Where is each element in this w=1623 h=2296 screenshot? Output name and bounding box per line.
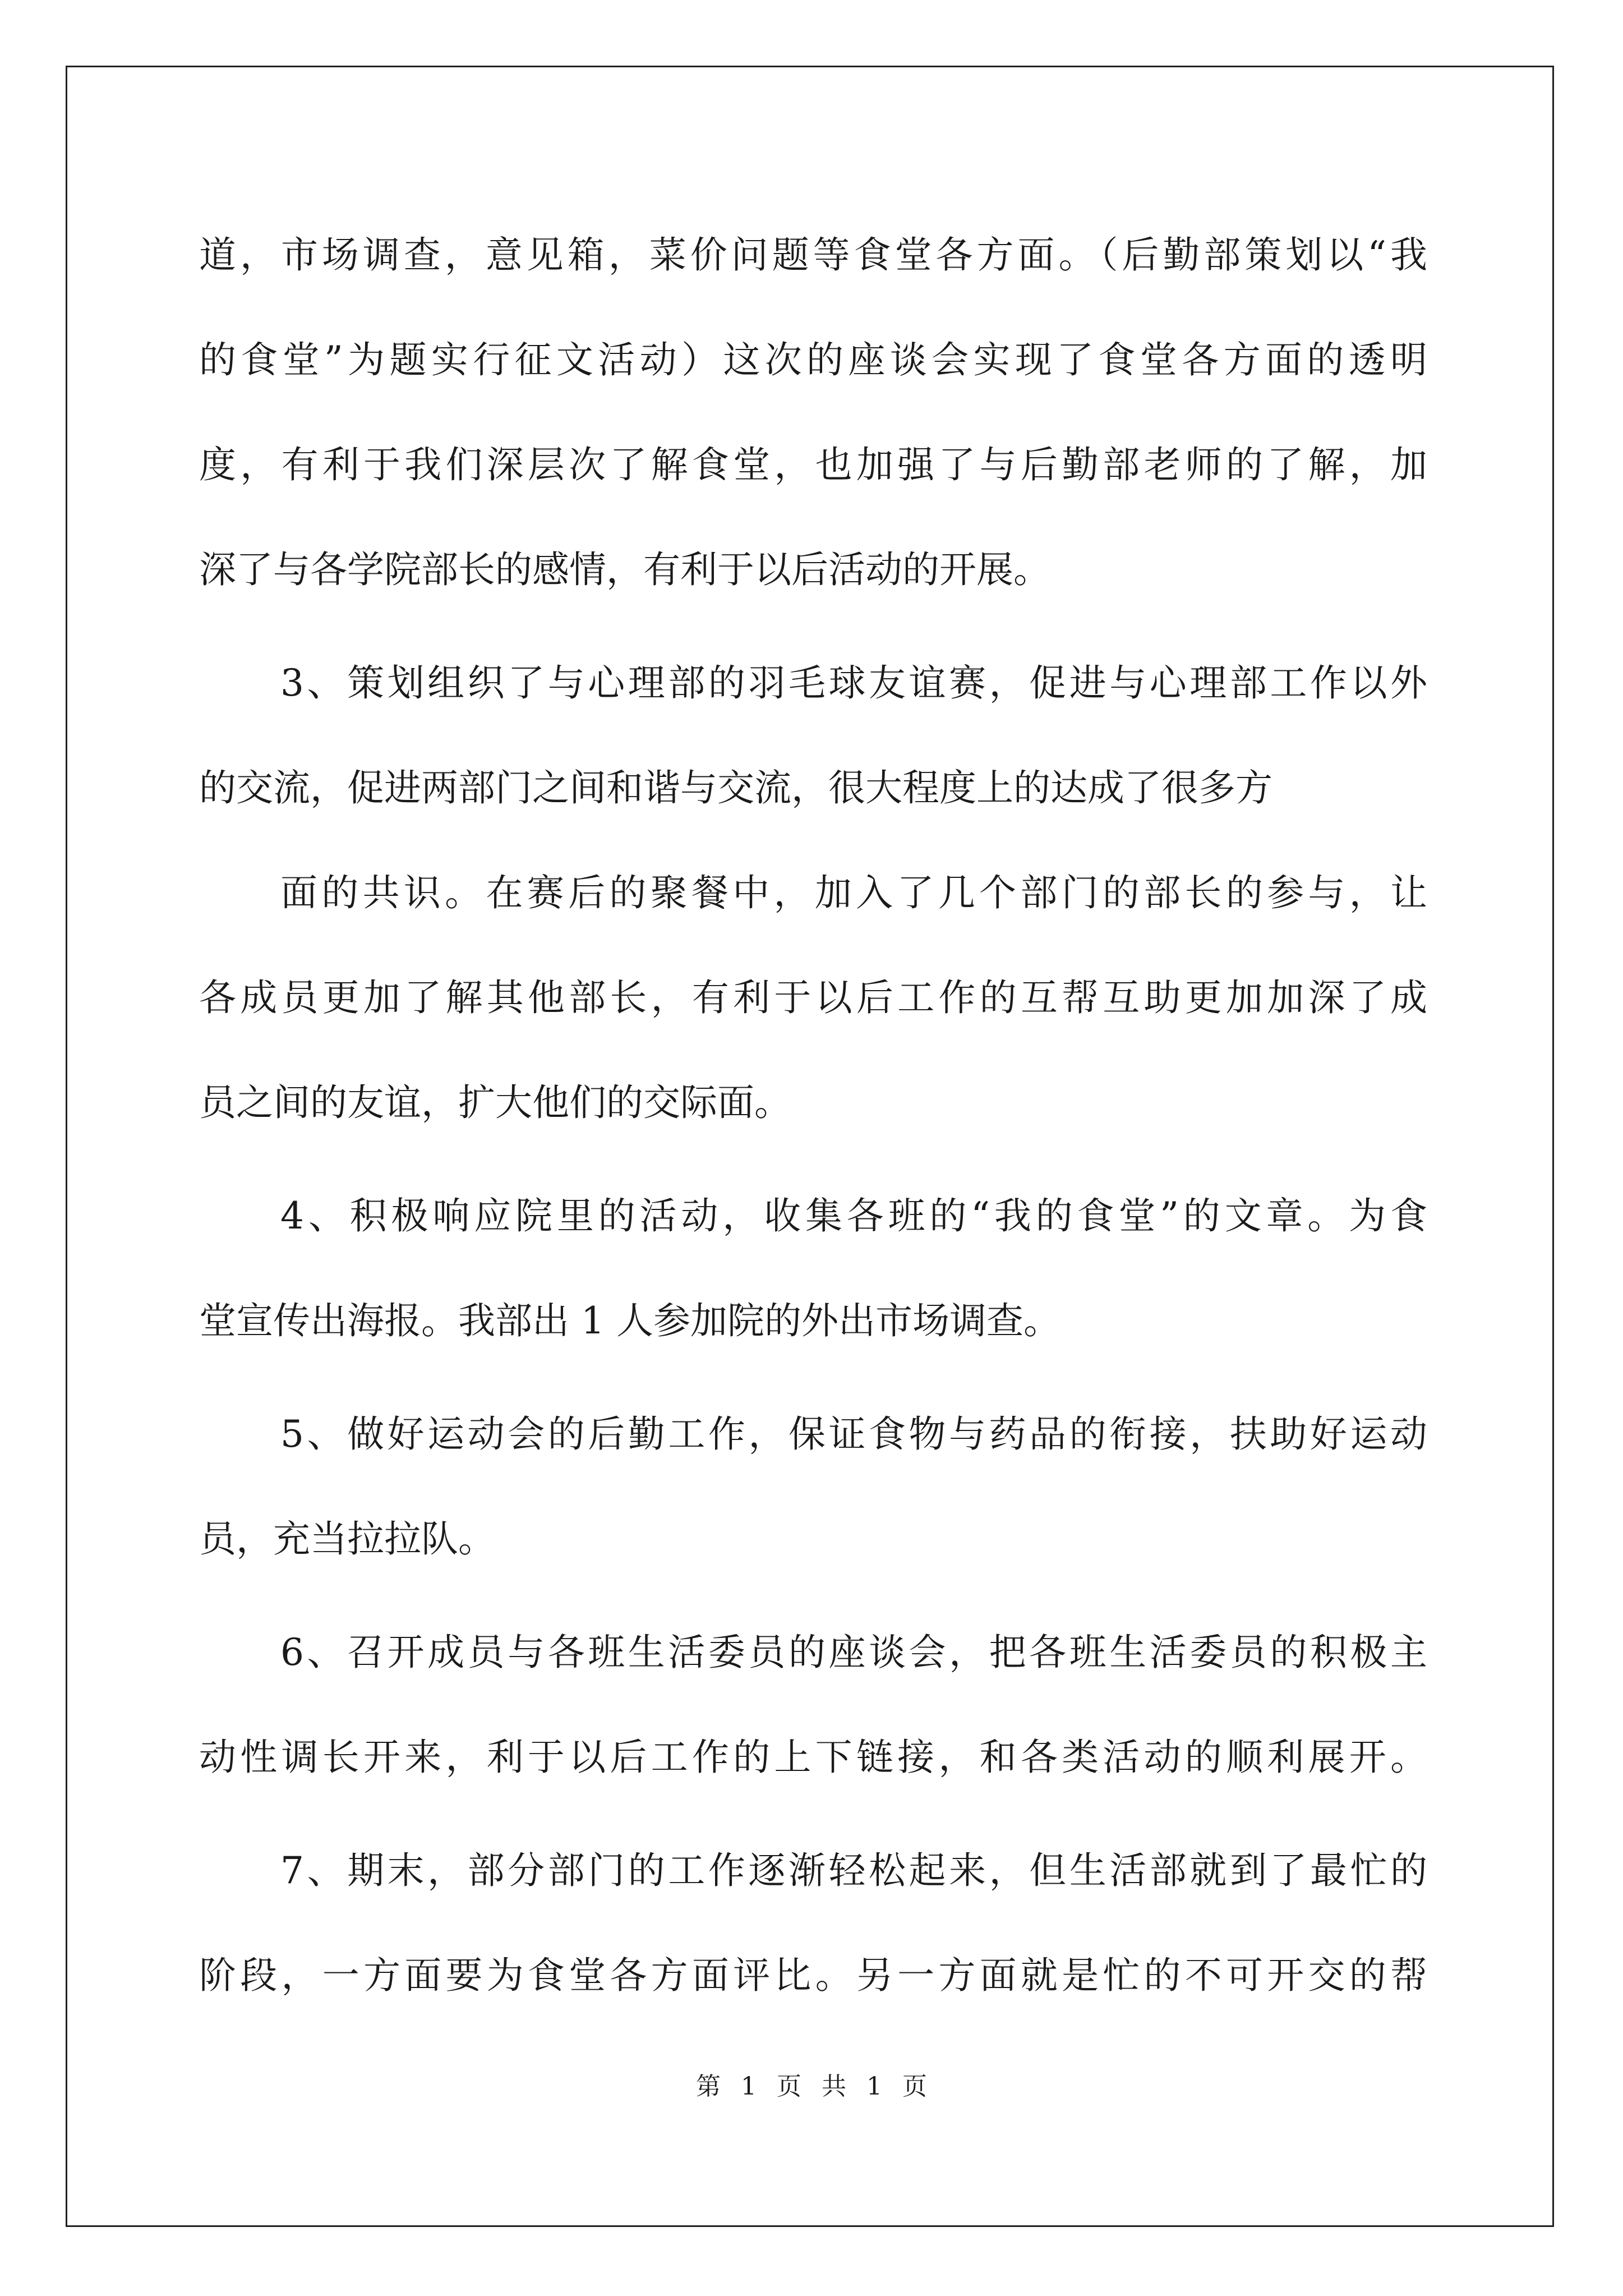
text-line-1: 道，市场调查，意见箱，菜价问题等食堂各方面。（后勤部策划以“我	[199, 233, 1427, 277]
text-line-2: 的食堂”为题实行征文活动）这次的座谈会实现了食堂各方面的透明	[199, 338, 1427, 381]
text-line-15: 动性调长开来，利于以后工作的上下链接，和各类活动的顺利展开。	[199, 1736, 1427, 1779]
text-line-7: 面的共识。在赛后的聚餐中，加入了几个部门的部长的参与，让	[280, 871, 1427, 914]
text-line-11: 堂宣传出海报。我部出 1 人参加院的外出市场调查。	[199, 1299, 1061, 1342]
page-footer: 第 1 页 共 1 页	[696, 2072, 927, 2101]
text-line-17: 阶段，一方面要为食堂各方面评比。另一方面就是忙的不可开交的帮	[199, 1954, 1427, 1997]
text-line-4: 深了与各学院部长的感情，有利于以后活动的开展。	[199, 548, 1050, 591]
text-line-6: 的交流，促进两部门之间和谐与交流，很大程度上的达成了很多方	[199, 766, 1272, 809]
text-line-12: 5、做好运动会的后勤工作，保证食物与药品的衔接，扶助好运动	[280, 1412, 1427, 1456]
text-line-16: 7、期末，部分部门的工作逐渐轻松起来，但生活部就到了最忙的	[280, 1849, 1427, 1892]
text-line-5: 3、策划组织了与心理部的羽毛球友谊赛，促进与心理部工作以外	[280, 661, 1427, 705]
text-line-3: 度，有利于我们深层次了解食堂，也加强了与后勤部老师的了解，加	[199, 443, 1427, 486]
text-line-14: 6、召开成员与各班生活委员的座谈会，把各班生活委员的积极主	[280, 1631, 1427, 1674]
page-border	[66, 66, 1554, 2227]
text-line-8: 各成员更加了解其他部长，有利于以后工作的互帮互助更加加深了成	[199, 976, 1427, 1019]
text-line-10: 4、积极响应院里的活动，收集各班的“我的食堂”的文章。为食	[280, 1194, 1427, 1237]
text-line-9: 员之间的友谊，扩大他们的交际面。	[199, 1081, 791, 1124]
text-line-13: 员，充当拉拉队。	[199, 1517, 495, 1561]
